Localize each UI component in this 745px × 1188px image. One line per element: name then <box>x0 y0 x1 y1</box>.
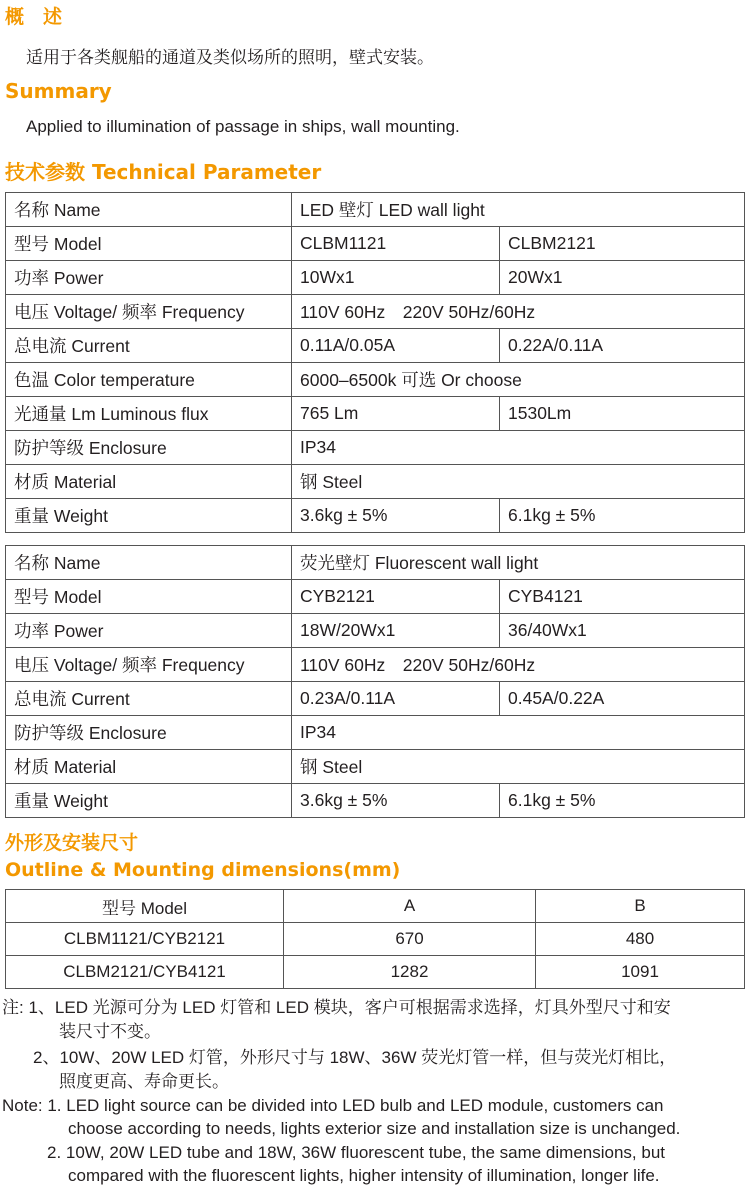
table-row <box>6 431 745 465</box>
value-b: 6.1kg ± 5% <box>500 499 745 533</box>
dimension-table <box>5 889 745 989</box>
note-en-1-cont: choose according to needs, lights exterior size and installation size is unchanged. <box>68 1119 681 1138</box>
value-b: 6.1kg ± 5% <box>500 784 745 818</box>
header-b: B <box>536 890 745 923</box>
table-row <box>6 750 745 784</box>
value-a: 0.11A/0.05A <box>292 329 500 363</box>
table-row <box>6 716 745 750</box>
value-a: CLBM1121 <box>292 227 500 261</box>
row-label: 功率 Power <box>6 261 292 295</box>
row-value: IP34 <box>292 716 745 750</box>
table-row <box>6 227 745 261</box>
table-row <box>6 648 745 682</box>
value-a: CYB2121 <box>292 580 500 614</box>
row-value: 110V 60Hz 220V 50Hz/60Hz <box>292 648 745 682</box>
summary-text: Applied to illumination of passage in ships, wall mounting. <box>26 117 460 136</box>
value-b: 1530Lm <box>500 397 745 431</box>
table-row <box>6 193 745 227</box>
value-a: 10Wx1 <box>292 261 500 295</box>
model-cell: CLBM1121/CYB2121 <box>6 923 284 956</box>
row-label: 材质 Material <box>6 750 292 784</box>
overview-heading-cn: 概 述 <box>5 6 63 28</box>
row-label: 名称 Name <box>6 546 292 580</box>
row-label: 电压 Voltage/ 频率 Frequency <box>6 295 292 329</box>
note-cn-1-cont: 装尺寸不变。 <box>59 1022 161 1041</box>
value-a: 18W/20Wx1 <box>292 614 500 648</box>
led-spec-table <box>5 192 745 533</box>
tech-heading: 技术参数 Technical Parameter <box>5 160 322 184</box>
table-row <box>6 397 745 431</box>
value-b: 36/40Wx1 <box>500 614 745 648</box>
table-row <box>6 923 745 956</box>
table-row <box>6 546 745 580</box>
table-row <box>6 682 745 716</box>
note-cn-1: 注: 1、LED 光源可分为 LED 灯管和 LED 模块，客户可根据需求选择，灯具外型尺寸和安 <box>2 998 671 1017</box>
model-cell: CLBM2121/CYB4121 <box>6 956 284 989</box>
row-label: 重量 Weight <box>6 499 292 533</box>
row-label: 光通量 Lm Luminous flux <box>6 397 292 431</box>
row-label: 总电流 Current <box>6 682 292 716</box>
row-value: 钢 Steel <box>292 750 745 784</box>
outline-heading-cn: 外形及安装尺寸 <box>5 832 139 854</box>
note-en-1: Note: 1. LED light source can be divided into LED bulb and LED module, customers can <box>2 1096 664 1115</box>
row-label: 型号 Model <box>6 580 292 614</box>
table-row <box>6 465 745 499</box>
value-a: 0.23A/0.11A <box>292 682 500 716</box>
row-label: 材质 Material <box>6 465 292 499</box>
row-label: 功率 Power <box>6 614 292 648</box>
row-value: LED 壁灯 LED wall light <box>292 193 745 227</box>
table-row <box>6 784 745 818</box>
a-cell: 670 <box>284 923 536 956</box>
row-value: IP34 <box>292 431 745 465</box>
table-row <box>6 363 745 397</box>
row-label: 重量 Weight <box>6 784 292 818</box>
value-a: 765 Lm <box>292 397 500 431</box>
row-label: 型号 Model <box>6 227 292 261</box>
note-en-2-cont: compared with the fluorescent lights, higher intensity of illumination, longer life. <box>68 1166 660 1185</box>
value-a: 3.6kg ± 5% <box>292 784 500 818</box>
value-b: 20Wx1 <box>500 261 745 295</box>
table-row <box>6 261 745 295</box>
value-b: CLBM2121 <box>500 227 745 261</box>
table-row <box>6 614 745 648</box>
row-label: 色温 Color temperature <box>6 363 292 397</box>
row-value: 110V 60Hz 220V 50Hz/60Hz <box>292 295 745 329</box>
table-header-row <box>6 890 745 923</box>
row-label: 总电流 Current <box>6 329 292 363</box>
summary-heading: Summary <box>5 79 112 103</box>
row-label: 防护等级 Enclosure <box>6 716 292 750</box>
header-a: A <box>284 890 536 923</box>
a-cell: 1282 <box>284 956 536 989</box>
note-cn-2-cont: 照度更高、寿命更长。 <box>59 1072 229 1091</box>
row-label: 电压 Voltage/ 频率 Frequency <box>6 648 292 682</box>
table-row <box>6 329 745 363</box>
value-a: 3.6kg ± 5% <box>292 499 500 533</box>
value-b: 0.22A/0.11A <box>500 329 745 363</box>
header-model: 型号 Model <box>6 890 284 923</box>
note-cn-2: 2、10W、20W LED 灯管，外形尺寸与 18W、36W 荧光灯管一样，但与荧光灯相比， <box>33 1048 677 1067</box>
value-b: 0.45A/0.22A <box>500 682 745 716</box>
row-value: 钢 Steel <box>292 465 745 499</box>
row-value: 荧光壁灯 Fluorescent wall light <box>292 546 745 580</box>
row-value: 6000–6500k 可选 Or choose <box>292 363 745 397</box>
table-row <box>6 499 745 533</box>
row-label: 名称 Name <box>6 193 292 227</box>
value-b: CYB4121 <box>500 580 745 614</box>
note-en-2: 2. 10W, 20W LED tube and 18W, 36W fluorescent tube, the same dimensions, but <box>47 1143 666 1162</box>
overview-text-cn: 适用于各类舰船的通道及类似场所的照明，壁式安装。 <box>26 48 434 67</box>
fluorescent-spec-table <box>5 545 745 818</box>
table-row <box>6 295 745 329</box>
table-row <box>6 956 745 989</box>
b-cell: 1091 <box>536 956 745 989</box>
row-label: 防护等级 Enclosure <box>6 431 292 465</box>
b-cell: 480 <box>536 923 745 956</box>
outline-heading-en: Outline & Mounting dimensions(mm) <box>5 859 401 881</box>
table-row <box>6 580 745 614</box>
